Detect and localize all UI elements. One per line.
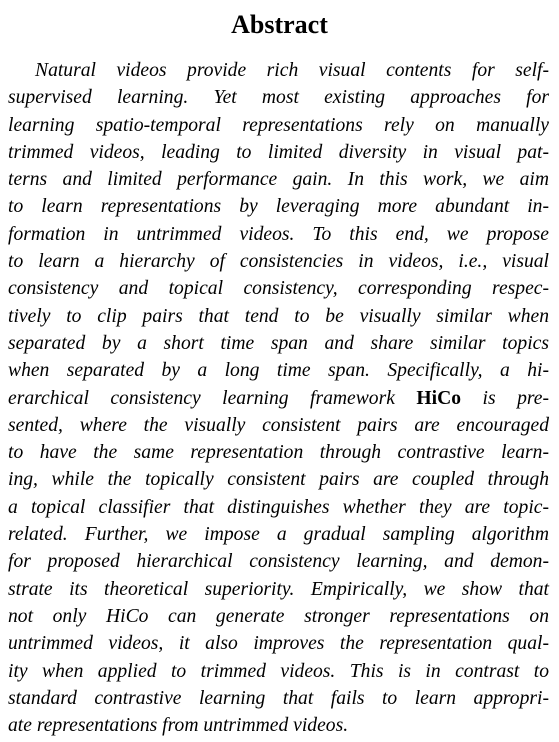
method-name: HiCo bbox=[416, 387, 462, 409]
abstract-line: Natural videos provide rich visual contents for self- bbox=[35, 60, 549, 81]
abstract-line: to learn a hierarchy of consistencies in videos, i.e., visual bbox=[8, 251, 549, 273]
abstract-line: formation in untrimmed videos. To this end, we propose bbox=[8, 223, 549, 245]
abstract-line: ate representations from untrimmed videos. bbox=[8, 715, 349, 737]
abstract-line: for proposed hierarchical consistency learning, and demon- bbox=[8, 551, 549, 573]
abstract-line: trimmed videos, leading to limited diversity in visual pat- bbox=[8, 141, 549, 163]
abstract-line: strate its theoretical superiority. Empirically, we show that bbox=[8, 578, 549, 600]
abstract-line: to learn representations by leveraging more abundant in- bbox=[8, 196, 549, 218]
abstract-line: untrimmed videos, it also improves the representation qual- bbox=[8, 633, 549, 655]
abstract-body bbox=[8, 57, 549, 739]
abstract-line: supervised learning. Yet most existing approaches for bbox=[8, 87, 549, 109]
abstract-line-segment: erarchical consistency learning framework bbox=[8, 387, 417, 409]
abstract-line: ing, while the topically consistent pairs are coupled through bbox=[8, 469, 549, 491]
abstract-heading: Abstract bbox=[231, 10, 328, 39]
abstract-line: ity when applied to trimmed videos. This is in contrast to bbox=[8, 660, 549, 682]
abstract-line: to have the same representation through contrastive learn- bbox=[8, 442, 549, 464]
abstract-line: sented, where the visually consistent pairs are encouraged bbox=[8, 414, 549, 436]
abstract-line-with-method bbox=[8, 385, 549, 412]
abstract-line: consistency and topical consistency, corresponding respec- bbox=[8, 278, 549, 300]
abstract-line-segment: is pre- bbox=[461, 387, 549, 409]
abstract-line: tively to clip pairs that tend to be visually similar when bbox=[8, 305, 549, 327]
abstract-line: related. Further, we impose a gradual sampling algorithm bbox=[8, 524, 549, 546]
abstract-line: learning spatio-temporal representations rely on manually bbox=[8, 114, 549, 136]
abstract-line: when separated by a long time span. Specifically, a hi- bbox=[8, 360, 549, 382]
abstract-line: terns and limited performance gain. In this work, we aim bbox=[8, 169, 549, 191]
abstract-line: standard contrastive learning that fails to learn appropri- bbox=[8, 687, 549, 709]
abstract-line: separated by a short time span and share similar topics bbox=[8, 332, 549, 354]
abstract-line: a topical classifier that distinguishes whether they are topic- bbox=[8, 496, 549, 518]
abstract-line: not only HiCo can generate stronger representations on bbox=[8, 605, 549, 627]
